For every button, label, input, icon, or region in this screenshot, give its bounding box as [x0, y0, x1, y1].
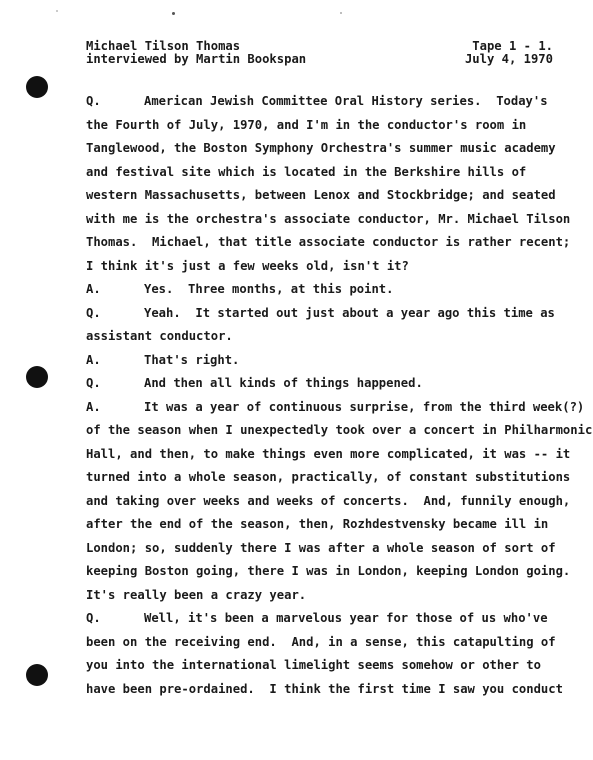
- transcript-line: [86, 513, 556, 537]
- line-text: I think it's just a few weeks old, isn't it?: [86, 258, 409, 273]
- line-text: Thomas. Michael, that title associate conductor is rather recent;: [86, 235, 571, 249]
- line-text: assistant conductor.: [86, 329, 233, 343]
- line-text: Yes. Three months, at this point.: [144, 282, 394, 296]
- page-header: [86, 40, 553, 66]
- line-text: And then all kinds of things happened.: [144, 376, 423, 390]
- transcript-line: [86, 584, 556, 608]
- transcript-line: [86, 161, 556, 185]
- speaker-label: Q.: [86, 305, 101, 320]
- line-text: Well, it's been a marvelous year for those of us who've: [144, 611, 548, 625]
- speaker-label: A.: [86, 352, 101, 367]
- speaker-label: A.: [86, 282, 101, 296]
- scan-speck: [172, 12, 175, 15]
- transcript-line: [86, 114, 556, 138]
- transcript-line: [86, 137, 556, 161]
- punch-hole-bottom: [26, 664, 48, 686]
- line-text: the Fourth of July, 1970, and I'm in the conductor's room in: [86, 117, 527, 132]
- line-text: American Jewish Committee Oral History series. Today's: [144, 94, 548, 108]
- transcript-line: [86, 607, 556, 631]
- line-text: Tanglewood, the Boston Symphony Orchestra's summer music academy: [86, 141, 556, 155]
- transcript-line: [86, 396, 585, 420]
- line-text: It's really been a crazy year.: [86, 587, 307, 602]
- transcript-line: [86, 90, 556, 114]
- header-interviewer: interviewed by Martin Bookspan: [86, 52, 307, 66]
- transcript-line: [86, 631, 556, 655]
- transcript-line: [86, 349, 556, 373]
- transcript-line: [86, 537, 556, 561]
- line-text: of the season when I unexpectedly took over a concert in Philharmonic: [86, 423, 593, 437]
- transcript-line: [86, 372, 556, 396]
- line-text: with me is the orchestra's associate conductor, Mr. Michael Tilson: [86, 211, 571, 226]
- transcript-line: [86, 278, 556, 302]
- speaker-label: A.: [86, 399, 101, 414]
- speaker-label: Q.: [86, 611, 101, 625]
- header-interviewee: Michael Tilson Thomas: [86, 39, 241, 53]
- transcript-line: [86, 678, 563, 702]
- transcript-line: [86, 443, 571, 467]
- transcript-line: [86, 302, 556, 326]
- transcript-line: [86, 255, 556, 279]
- transcript-line: [86, 419, 593, 443]
- scan-speck: [56, 10, 58, 12]
- transcript-line: [86, 490, 571, 514]
- line-text: and festival site which is located in the Berkshire hills of: [86, 164, 527, 179]
- line-text: turned into a whole season, practically, of constant substitutions: [86, 470, 571, 484]
- line-text: after the end of the season, then, Rozhdestvensky became ill in: [86, 517, 549, 531]
- speaker-label: Q.: [86, 376, 101, 390]
- speaker-label: Q.: [86, 94, 101, 108]
- transcript-line: [86, 325, 556, 349]
- line-text: have been pre-ordained. I think the first time I saw you conduct: [86, 681, 563, 696]
- transcript-line: [86, 184, 556, 208]
- transcript-line: [86, 208, 571, 232]
- transcript-body: [86, 90, 593, 701]
- line-text: western Massachusetts, between Lenox and Stockbridge; and seated: [86, 188, 556, 202]
- scan-speck: [340, 12, 342, 14]
- punch-hole-middle: [26, 366, 48, 388]
- header-date: July 4, 1970: [464, 52, 553, 66]
- line-text: Hall, and then, to make things even more complicated, it was -- it: [86, 446, 571, 461]
- line-text: London; so, suddenly there I was after a whole season of sort of: [86, 540, 556, 555]
- header-tape-number: Tape 1 - 1.: [472, 39, 553, 53]
- line-text: and taking over weeks and weeks of concerts. And, funnily enough,: [86, 493, 571, 508]
- transcript-line: [86, 560, 571, 584]
- line-text: It was a year of continuous surprise, from the third week(?): [144, 399, 585, 414]
- transcript-line: [86, 654, 556, 678]
- punch-hole-top: [26, 76, 48, 98]
- transcript-line: [86, 466, 571, 490]
- line-text: been on the receiving end. And, in a sense, this catapulting of: [86, 634, 556, 649]
- line-text: That's right.: [144, 352, 240, 367]
- line-text: you into the international limelight seems somehow or other to: [86, 658, 541, 672]
- line-text: keeping Boston going, there I was in London, keeping London going.: [86, 564, 571, 578]
- transcript-line: [86, 231, 571, 255]
- line-text: Yeah. It started out just about a year ago this time as: [144, 305, 555, 320]
